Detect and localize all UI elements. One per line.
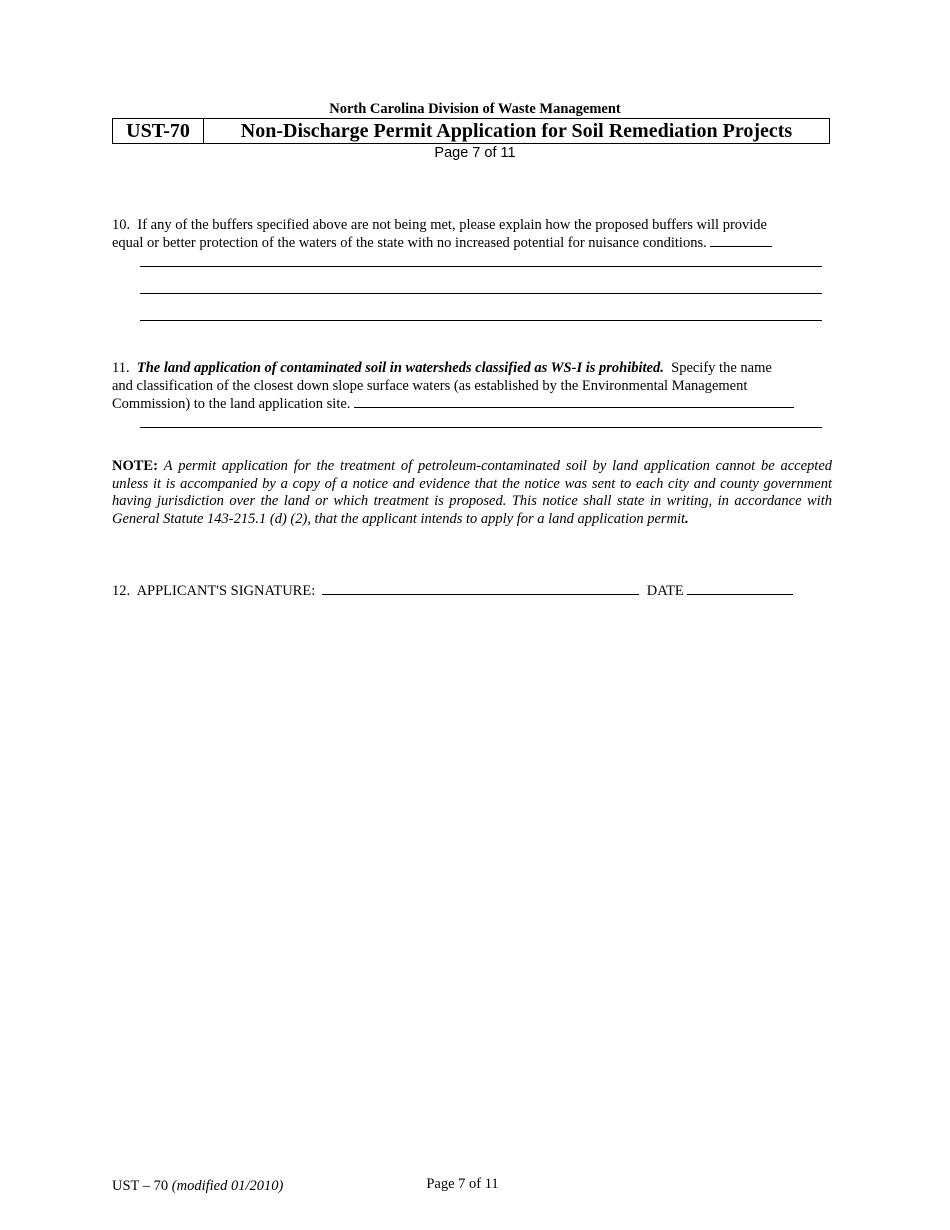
question-11-line-2 — [112, 377, 832, 395]
question-12 — [112, 582, 832, 600]
question-10-number: 10. — [112, 217, 131, 233]
form-id: UST-70 — [113, 119, 204, 143]
question-11-answer-blank[interactable] — [354, 395, 794, 408]
note-end-punct: . — [685, 510, 689, 527]
question-10 — [112, 216, 832, 252]
question-10-line-2 — [112, 234, 832, 252]
question-11-text-3: Commission) to the land application site. — [112, 396, 351, 412]
question-10-answer-line-2[interactable] — [140, 293, 822, 294]
question-10-answer-blank[interactable] — [710, 234, 772, 247]
question-12-number: 12. — [112, 583, 131, 599]
question-10-text-2: equal or better protection of the waters of the state with no increased potential for nuisance conditions. — [112, 235, 707, 251]
signature-label: APPLICANT'S SIGNATURE: — [136, 583, 316, 599]
form-title: Non-Discharge Permit Application for Soil Remediation Projects — [240, 120, 793, 142]
date-field[interactable] — [687, 582, 793, 595]
form-title-box — [112, 118, 830, 144]
question-11-answer-line[interactable] — [140, 427, 822, 428]
date-label: DATE — [646, 583, 684, 599]
question-11 — [112, 359, 832, 413]
question-11-text-2: and classification of the closest down slope surface waters (as established by the Environmental Management — [112, 378, 748, 394]
question-11-emphasis: The land application of contaminated soil in watersheds classified as WS-I is prohibited. — [136, 360, 664, 376]
page-label-header: Page 7 of 11 — [434, 145, 516, 161]
question-10-answer-line-1[interactable] — [140, 266, 822, 267]
question-10-line-1 — [112, 216, 832, 234]
question-11-number: 11. — [112, 360, 130, 376]
signature-field[interactable] — [322, 582, 639, 595]
note-text: A permit application for the treatment of petroleum-contaminated soil by land application cannot be accepted unless it is accompanied by a copy of a notice and evidence that the notice was sent to each city and county government having jurisdiction over the land or which treatment is proposed. This notice shall state in writing, in accordance with General Statute 143-215.1 (d) (2), that the applicant intends to apply for a land application permit — [112, 458, 833, 527]
note-label: NOTE: — [112, 458, 158, 474]
note-paragraph — [112, 458, 832, 528]
question-10-answer-line-3[interactable] — [140, 320, 822, 321]
question-11-text-1: Specify the name — [671, 360, 772, 376]
footer-page-number: Page 7 of 11 — [426, 1176, 499, 1192]
footer-modified-date: (modified 01/2010) — [171, 1178, 284, 1194]
agency-name: North Carolina Division of Waste Management — [329, 101, 621, 117]
footer-form-id: UST – 70 — [112, 1178, 169, 1194]
question-11-line-3 — [112, 395, 832, 413]
question-10-text-1: If any of the buffers specified above are not being met, please explain how the proposed buffers will provide — [137, 217, 767, 233]
question-11-line-1 — [112, 359, 832, 377]
